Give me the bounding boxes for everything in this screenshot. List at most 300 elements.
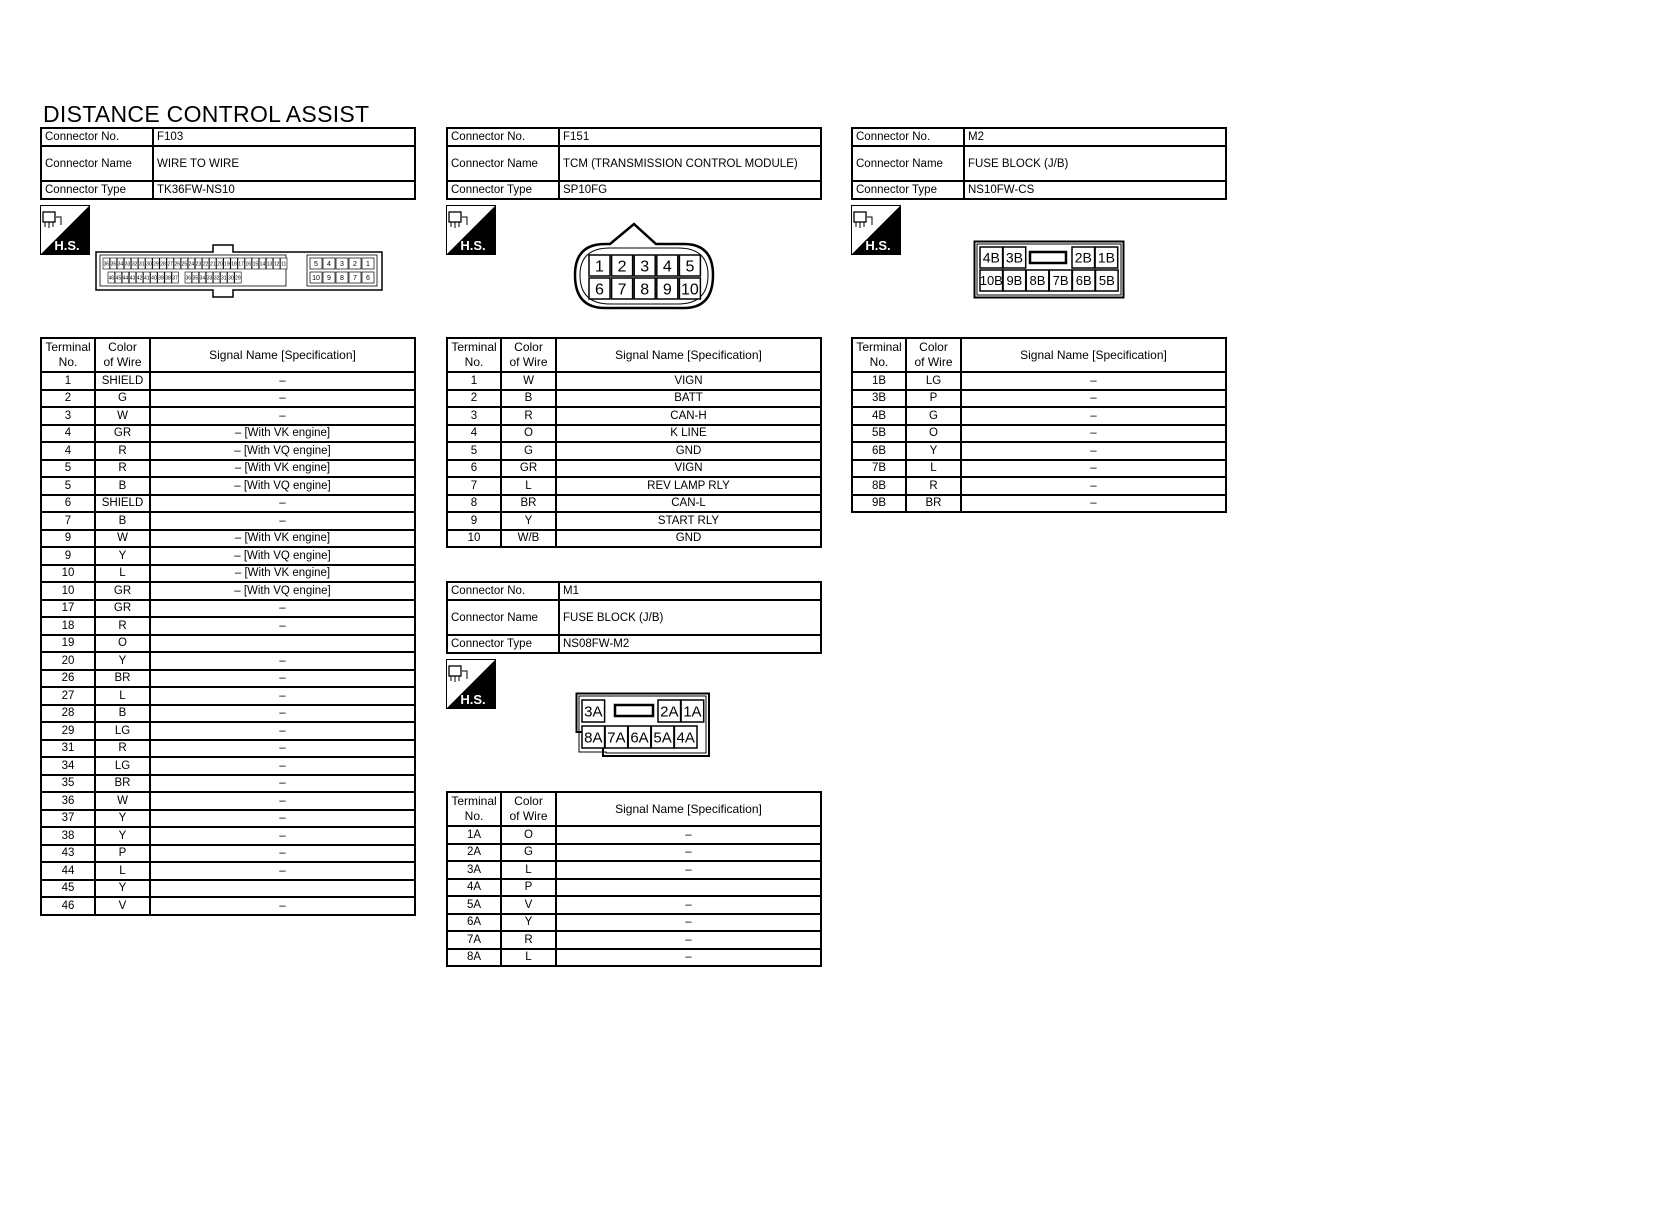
terminal-no: 5	[41, 477, 95, 495]
signal-name-header: Signal Name [Specification]	[556, 338, 821, 372]
pin-number: 30	[228, 275, 234, 282]
pin-number: 3	[640, 258, 650, 276]
table-row	[447, 425, 821, 443]
wire-color: P	[501, 879, 556, 897]
pin-number: 7	[617, 281, 627, 299]
wire-color: W	[95, 407, 150, 425]
pin-table-f103	[40, 337, 416, 916]
table-row	[41, 740, 415, 758]
pin-number: 2A	[660, 703, 679, 721]
signal-name: –	[150, 757, 415, 775]
pin-number: 26	[174, 261, 181, 268]
connector-field-value: M2	[964, 128, 1226, 146]
connector-face-f151	[572, 220, 717, 312]
wire-color: BR	[501, 495, 556, 513]
wire-color: Y	[906, 442, 961, 460]
terminal-no: 8	[447, 495, 501, 513]
page-title: DISTANCE CONTROL ASSIST	[43, 101, 370, 127]
signal-name: – [With VQ engine]	[150, 547, 415, 565]
pin-number: 29	[235, 275, 241, 282]
terminal-no: 4B	[852, 407, 906, 425]
terminal-no: 10	[447, 530, 501, 548]
signal-name: CAN-H	[556, 407, 821, 425]
terminal-no: 4	[41, 442, 95, 460]
pin-number: 41	[143, 275, 150, 282]
signal-name: VIGN	[556, 460, 821, 478]
table-row	[852, 407, 1226, 425]
pin-number: 36	[103, 261, 110, 268]
table-row	[41, 407, 415, 425]
pin-number: 8A	[584, 729, 603, 747]
connector-field-label: Connector No.	[447, 582, 559, 600]
table-row	[852, 477, 1226, 495]
terminal-no: 38	[41, 827, 95, 845]
connector-info-table	[446, 127, 822, 200]
pin-number: 44	[122, 275, 129, 282]
wire-color: G	[501, 844, 556, 862]
table-row	[447, 914, 821, 932]
signal-name: – [With VK engine]	[150, 530, 415, 548]
signal-name: –	[150, 722, 415, 740]
table-row	[41, 372, 415, 390]
connector-f151	[446, 127, 822, 200]
signal-name: – [With VK engine]	[150, 460, 415, 478]
terminal-no: 29	[41, 722, 95, 740]
wire-color: R	[95, 460, 150, 478]
pin-number: 36	[185, 275, 192, 282]
signal-name: REV LAMP RLY	[556, 477, 821, 495]
terminal-no: 10	[41, 565, 95, 583]
signal-name: –	[556, 861, 821, 879]
wire-color: LG	[95, 722, 150, 740]
wire-color: Y	[95, 880, 150, 898]
connector-field-value: FUSE BLOCK (J/B)	[964, 146, 1226, 181]
pin-number: 1B	[1097, 249, 1115, 266]
table-row	[41, 792, 415, 810]
signal-name: –	[556, 844, 821, 862]
table-row	[852, 425, 1226, 443]
connector-field-label: Connector Name	[852, 146, 964, 181]
wire-color: V	[95, 897, 150, 915]
pin-number: 15	[252, 261, 259, 268]
harness-side-icon	[446, 205, 496, 255]
table-row	[41, 530, 415, 548]
pin-number: 2	[353, 261, 357, 269]
pin-number: 38	[165, 275, 171, 282]
terminal-no: 5	[41, 460, 95, 478]
signal-name: GND	[556, 530, 821, 548]
pin-number: 34	[199, 275, 206, 282]
connector-field-label: Connector Type	[41, 181, 153, 199]
pin-number: 2B	[1074, 249, 1092, 266]
pin-number: 19	[224, 261, 230, 268]
connector-field-value: NS10FW-CS	[964, 181, 1226, 199]
signal-name: –	[150, 652, 415, 670]
table-row	[41, 600, 415, 618]
pin-number: 5	[314, 261, 318, 269]
connector-face-m1	[575, 692, 711, 758]
pin-number: 7B	[1052, 273, 1069, 289]
wire-color: GR	[95, 600, 150, 618]
terminal-no: 9	[447, 512, 501, 530]
connector-field-value: FUSE BLOCK (J/B)	[559, 600, 821, 635]
terminal-no: 3	[41, 407, 95, 425]
table-row	[41, 390, 415, 408]
fuse-slot	[615, 705, 653, 716]
table-row	[41, 862, 415, 880]
wire-color: P	[95, 845, 150, 863]
connector-f103	[40, 127, 416, 200]
terminal-no-header: Terminal No.	[852, 338, 906, 372]
table-row	[447, 879, 821, 897]
pin-number: 4	[327, 261, 331, 269]
pin-number: 8B	[1029, 273, 1046, 289]
terminal-no: 19	[41, 635, 95, 653]
pin-number: 14	[259, 261, 266, 268]
pin-number: 9	[662, 281, 672, 299]
connector-field-value: F103	[153, 128, 415, 146]
table-row	[447, 826, 821, 844]
table-row	[447, 931, 821, 949]
wire-color: L	[95, 862, 150, 880]
connector-field-value: NS08FW-M2	[559, 635, 821, 653]
signal-name: –	[556, 949, 821, 967]
pin-number: 37	[172, 275, 178, 282]
signal-name: –	[150, 740, 415, 758]
terminal-no: 9B	[852, 495, 906, 513]
wire-color: GR	[95, 425, 150, 443]
table-row	[41, 635, 415, 653]
connector-face-f103	[95, 244, 385, 300]
table-row	[41, 547, 415, 565]
signal-name: –	[150, 512, 415, 530]
wire-color: Y	[95, 652, 150, 670]
pin-number: 31	[220, 275, 227, 282]
terminal-no: 7A	[447, 931, 501, 949]
terminal-no-header: Terminal No.	[447, 792, 501, 826]
pin-number: 46	[108, 275, 115, 282]
connector-field-label: Connector No.	[41, 128, 153, 146]
terminal-no: 10	[41, 582, 95, 600]
table-row	[447, 861, 821, 879]
pin-table-header	[447, 792, 821, 826]
terminal-no: 8A	[447, 949, 501, 967]
terminal-no-header: Terminal No.	[41, 338, 95, 372]
signal-name: –	[150, 495, 415, 513]
terminal-no: 37	[41, 810, 95, 828]
wire-color: Y	[501, 914, 556, 932]
connector-field-label: Connector Name	[41, 146, 153, 181]
connector-info-table	[40, 127, 416, 200]
signal-name: –	[150, 687, 415, 705]
connector-field-value: F151	[559, 128, 821, 146]
wire-color: R	[95, 740, 150, 758]
table-row	[41, 565, 415, 583]
signal-name: –	[150, 670, 415, 688]
table-row	[41, 670, 415, 688]
signal-name	[150, 635, 415, 653]
wire-color: L	[501, 477, 556, 495]
wire-color: BR	[906, 495, 961, 513]
terminal-no: 4A	[447, 879, 501, 897]
wire-color: O	[906, 425, 961, 443]
table-row	[447, 512, 821, 530]
wire-color: W	[95, 530, 150, 548]
signal-name-header: Signal Name [Specification]	[961, 338, 1226, 372]
table-row	[41, 477, 415, 495]
terminal-no: 45	[41, 880, 95, 898]
signal-name: – [With VK engine]	[150, 565, 415, 583]
signal-name	[150, 880, 415, 898]
pin-number: 34	[117, 261, 124, 268]
connector-field-value: SP10FG	[559, 181, 821, 199]
pin-number: 29	[153, 261, 159, 268]
pin-number: 2	[617, 258, 627, 276]
pin-number: 23	[195, 261, 202, 268]
connector-field-label: Connector Type	[447, 181, 559, 199]
pin-table	[851, 337, 1227, 513]
terminal-no: 1B	[852, 372, 906, 390]
signal-name-header: Signal Name [Specification]	[556, 792, 821, 826]
signal-name: –	[961, 372, 1226, 390]
terminal-no: 7B	[852, 460, 906, 478]
wire-color: L	[95, 687, 150, 705]
pin-number: 18	[231, 261, 237, 268]
wire-color: L	[501, 949, 556, 967]
signal-name: –	[961, 460, 1226, 478]
wire-color: P	[906, 390, 961, 408]
pin-number: 30	[146, 261, 152, 268]
table-row	[852, 442, 1226, 460]
signal-name: START RLY	[556, 512, 821, 530]
wire-color: O	[95, 635, 150, 653]
pin-number: 1A	[683, 703, 702, 721]
wire-color: L	[906, 460, 961, 478]
signal-name	[556, 879, 821, 897]
pin-number: 28	[160, 261, 166, 268]
pin-number: 27	[167, 261, 173, 268]
terminal-no: 5	[447, 442, 501, 460]
terminal-no: 34	[41, 757, 95, 775]
pin-number: 10B	[979, 273, 1003, 289]
terminal-no-header: Terminal No.	[447, 338, 501, 372]
signal-name: –	[150, 845, 415, 863]
wire-color: G	[501, 442, 556, 460]
terminal-no: 20	[41, 652, 95, 670]
connector-field-value: WIRE TO WIRE	[153, 146, 415, 181]
pin-number: 9B	[1006, 273, 1023, 289]
table-row	[447, 530, 821, 548]
pin-number: 33	[124, 261, 131, 268]
hs-label: H.S.	[460, 238, 486, 253]
wire-color: B	[95, 512, 150, 530]
table-row	[852, 460, 1226, 478]
signal-name: –	[150, 827, 415, 845]
signal-name: –	[150, 775, 415, 793]
connector-field-value: TK36FW-NS10	[153, 181, 415, 199]
pin-table	[446, 337, 822, 548]
table-row	[852, 372, 1226, 390]
wire-color: SHIELD	[95, 495, 150, 513]
connector-face-m2	[973, 240, 1125, 300]
pin-number: 7	[353, 275, 357, 283]
wire-color: R	[906, 477, 961, 495]
pin-number: 5A	[653, 729, 672, 747]
wire-color: SHIELD	[95, 372, 150, 390]
connector-field-label: Connector Name	[447, 600, 559, 635]
harness-side-icon	[851, 205, 901, 255]
terminal-no: 8B	[852, 477, 906, 495]
pin-number: 4	[662, 258, 672, 276]
signal-name: – [With VQ engine]	[150, 582, 415, 600]
pin-number: 3B	[1005, 249, 1023, 266]
signal-name: –	[150, 600, 415, 618]
terminal-no: 4	[41, 425, 95, 443]
wire-color: L	[501, 861, 556, 879]
table-row	[41, 897, 415, 915]
signal-name: –	[150, 862, 415, 880]
terminal-no: 1	[41, 372, 95, 390]
wire-color-header: Color of Wire	[95, 338, 150, 372]
terminal-no: 17	[41, 600, 95, 618]
terminal-no: 1A	[447, 826, 501, 844]
connector-field-label: Connector Type	[447, 635, 559, 653]
table-row	[41, 582, 415, 600]
wire-color: B	[501, 390, 556, 408]
connector-field-label: Connector Type	[852, 181, 964, 199]
terminal-no: 6B	[852, 442, 906, 460]
terminal-no: 35	[41, 775, 95, 793]
terminal-no: 31	[41, 740, 95, 758]
table-row	[41, 757, 415, 775]
table-row	[41, 722, 415, 740]
terminal-no: 7	[41, 512, 95, 530]
signal-name: –	[150, 407, 415, 425]
connector-info-table	[446, 581, 822, 654]
pin-number: 11	[281, 261, 287, 268]
terminal-no: 2A	[447, 844, 501, 862]
pin-number: 35	[192, 275, 199, 282]
connector-m1	[446, 581, 822, 654]
pin-number: 24	[188, 261, 195, 268]
connector-field-value: TCM (TRANSMISSION CONTROL MODULE)	[559, 146, 821, 181]
signal-name: –	[556, 896, 821, 914]
wire-color: Y	[95, 810, 150, 828]
hs-label: H.S.	[460, 692, 486, 707]
signal-name: –	[556, 826, 821, 844]
pin-number: 10	[681, 281, 699, 299]
connector-field-label: Connector No.	[852, 128, 964, 146]
terminal-no: 6A	[447, 914, 501, 932]
table-row	[447, 372, 821, 390]
signal-name: –	[150, 390, 415, 408]
pin-table-header	[447, 338, 821, 372]
table-row	[41, 775, 415, 793]
table-row	[447, 390, 821, 408]
pin-number: 21	[209, 261, 216, 268]
wire-color: R	[501, 407, 556, 425]
pin-table	[446, 791, 822, 967]
pin-number: 10	[312, 275, 320, 283]
table-row	[447, 442, 821, 460]
pin-number: 13	[266, 261, 273, 268]
terminal-no: 5B	[852, 425, 906, 443]
table-row	[41, 845, 415, 863]
connector-info-table	[851, 127, 1227, 200]
table-row	[41, 705, 415, 723]
pin-number: 6	[366, 275, 370, 283]
pin-number: 16	[245, 261, 252, 268]
table-row	[852, 495, 1226, 513]
table-row	[41, 880, 415, 898]
signal-name: –	[961, 390, 1226, 408]
pin-number: 3A	[584, 703, 603, 721]
wire-color: GR	[501, 460, 556, 478]
pin-number: 8	[640, 281, 650, 299]
table-row	[447, 949, 821, 967]
wire-color: Y	[501, 512, 556, 530]
wire-color: B	[95, 705, 150, 723]
terminal-no: 1	[447, 372, 501, 390]
pin-number: 20	[217, 261, 223, 268]
pin-number: 22	[202, 261, 209, 268]
signal-name: VIGN	[556, 372, 821, 390]
table-row	[41, 652, 415, 670]
pin-number: 42	[136, 275, 143, 282]
wire-color: BR	[95, 775, 150, 793]
table-row	[852, 390, 1226, 408]
terminal-no: 18	[41, 617, 95, 635]
connector-field-label: Connector No.	[447, 128, 559, 146]
signal-name: –	[150, 897, 415, 915]
table-row	[41, 495, 415, 513]
pin-number: 32	[213, 275, 220, 282]
terminal-no: 2	[41, 390, 95, 408]
wire-color: Y	[95, 547, 150, 565]
wire-color: R	[95, 617, 150, 635]
wire-color: B	[95, 477, 150, 495]
terminal-no: 4	[447, 425, 501, 443]
wire-color: W/B	[501, 530, 556, 548]
terminal-no: 44	[41, 862, 95, 880]
wire-color: LG	[906, 372, 961, 390]
pin-table-m1	[446, 791, 822, 967]
signal-name: BATT	[556, 390, 821, 408]
terminal-no: 28	[41, 705, 95, 723]
connector-m2	[851, 127, 1227, 200]
terminal-no: 9	[41, 547, 95, 565]
connector-field-label: Connector Name	[447, 146, 559, 181]
wire-color: O	[501, 826, 556, 844]
signal-name: K LINE	[556, 425, 821, 443]
wire-color: LG	[95, 757, 150, 775]
terminal-no: 6	[447, 460, 501, 478]
pin-number: 39	[158, 275, 164, 282]
table-row	[41, 512, 415, 530]
signal-name: – [With VK engine]	[150, 425, 415, 443]
table-row	[447, 460, 821, 478]
pin-number: 40	[151, 275, 157, 282]
wire-color: BR	[95, 670, 150, 688]
signal-name: GND	[556, 442, 821, 460]
pin-number: 35	[110, 261, 117, 268]
wire-color-header: Color of Wire	[501, 792, 556, 826]
pin-number: 4A	[676, 729, 695, 747]
wire-color: L	[95, 565, 150, 583]
terminal-no: 43	[41, 845, 95, 863]
signal-name: –	[150, 705, 415, 723]
pin-number: 4B	[982, 249, 1000, 266]
